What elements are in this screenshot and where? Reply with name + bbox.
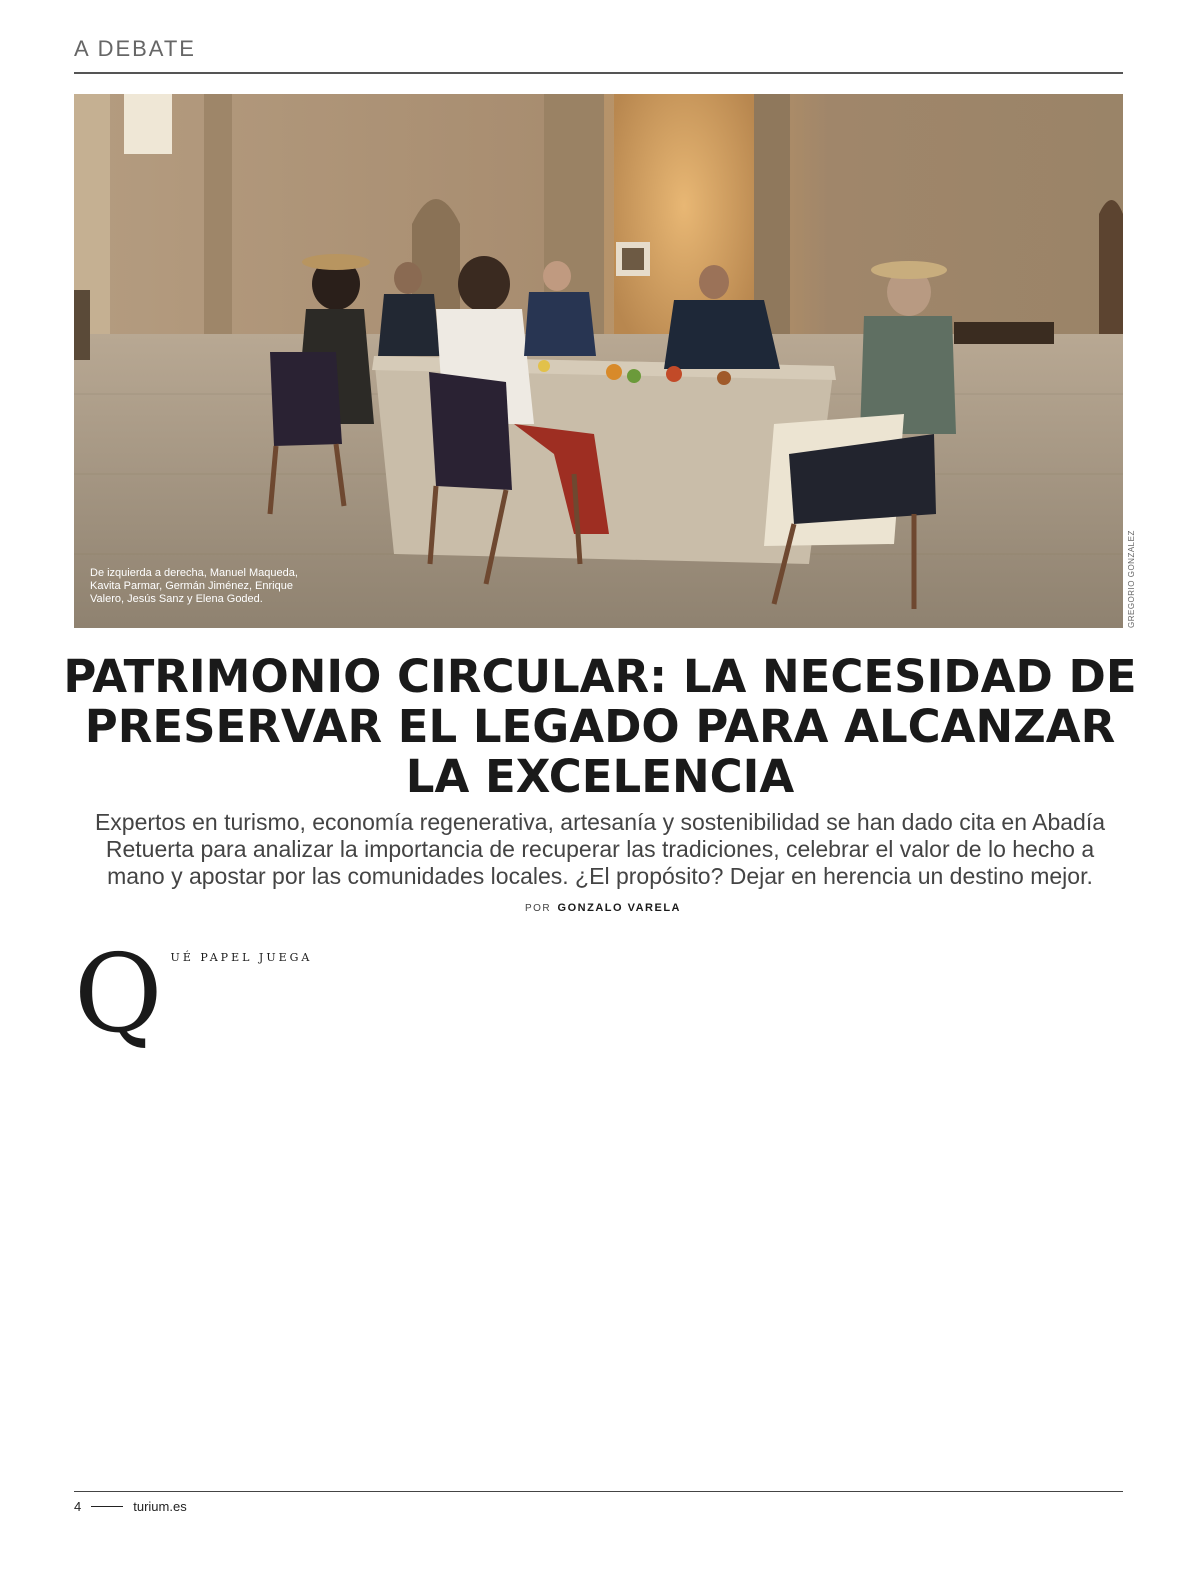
- top-divider: [74, 72, 1123, 74]
- site-url: turium.es: [133, 1499, 187, 1514]
- text-column-4: [878, 948, 1124, 1478]
- lead-smallcaps: UÉ PAPEL JUEGA: [170, 951, 313, 964]
- byline-prefix: POR: [524, 903, 552, 914]
- body-paragraph-1: [74, 948, 320, 1057]
- article-standfirst: [90, 809, 1110, 922]
- debate-table-photo: [74, 94, 1123, 628]
- standfirst-text: Expertos en turismo, economía regenerativa, artesanía y sostenibilidad se han dado cita en Abadía Retuerta para analizar la importancia de recuperar las tradiciones, celebrar el valor de lo hecho a mano y apostar por las comunidades locales. ¿El propósito? Dejar en herencia un destino mejor.: [94, 809, 1106, 889]
- text-column-1: [74, 948, 320, 1478]
- article-headline: PATRIMONIO CIRCULAR: LA NECESIDAD DE PRESERVAR EL LEGADO PARA ALCANZAR LA EXCELENCIA: [63, 650, 1137, 803]
- text-column-3: [610, 948, 856, 1478]
- text-column-2: [342, 948, 588, 1478]
- photo-credit: GREGORIO GONZALEZ: [1127, 530, 1136, 628]
- page-number: 4: [74, 1499, 82, 1514]
- section-label: A DEBATE: [74, 36, 196, 61]
- page-footer: [74, 1499, 187, 1514]
- hero-photo: [74, 94, 1123, 628]
- photo-caption: De izquierda a derecha, Manuel Maqueda, Kavita Parmar, Germán Jiménez, Enrique Valero, Jesús Sanz y Elena Goded.: [90, 567, 298, 605]
- footer-dash: [91, 1506, 123, 1507]
- byline-author: GONZALO VARELA: [557, 902, 682, 914]
- drop-cap: Q: [74, 948, 163, 1057]
- bottom-divider: [74, 1491, 1123, 1492]
